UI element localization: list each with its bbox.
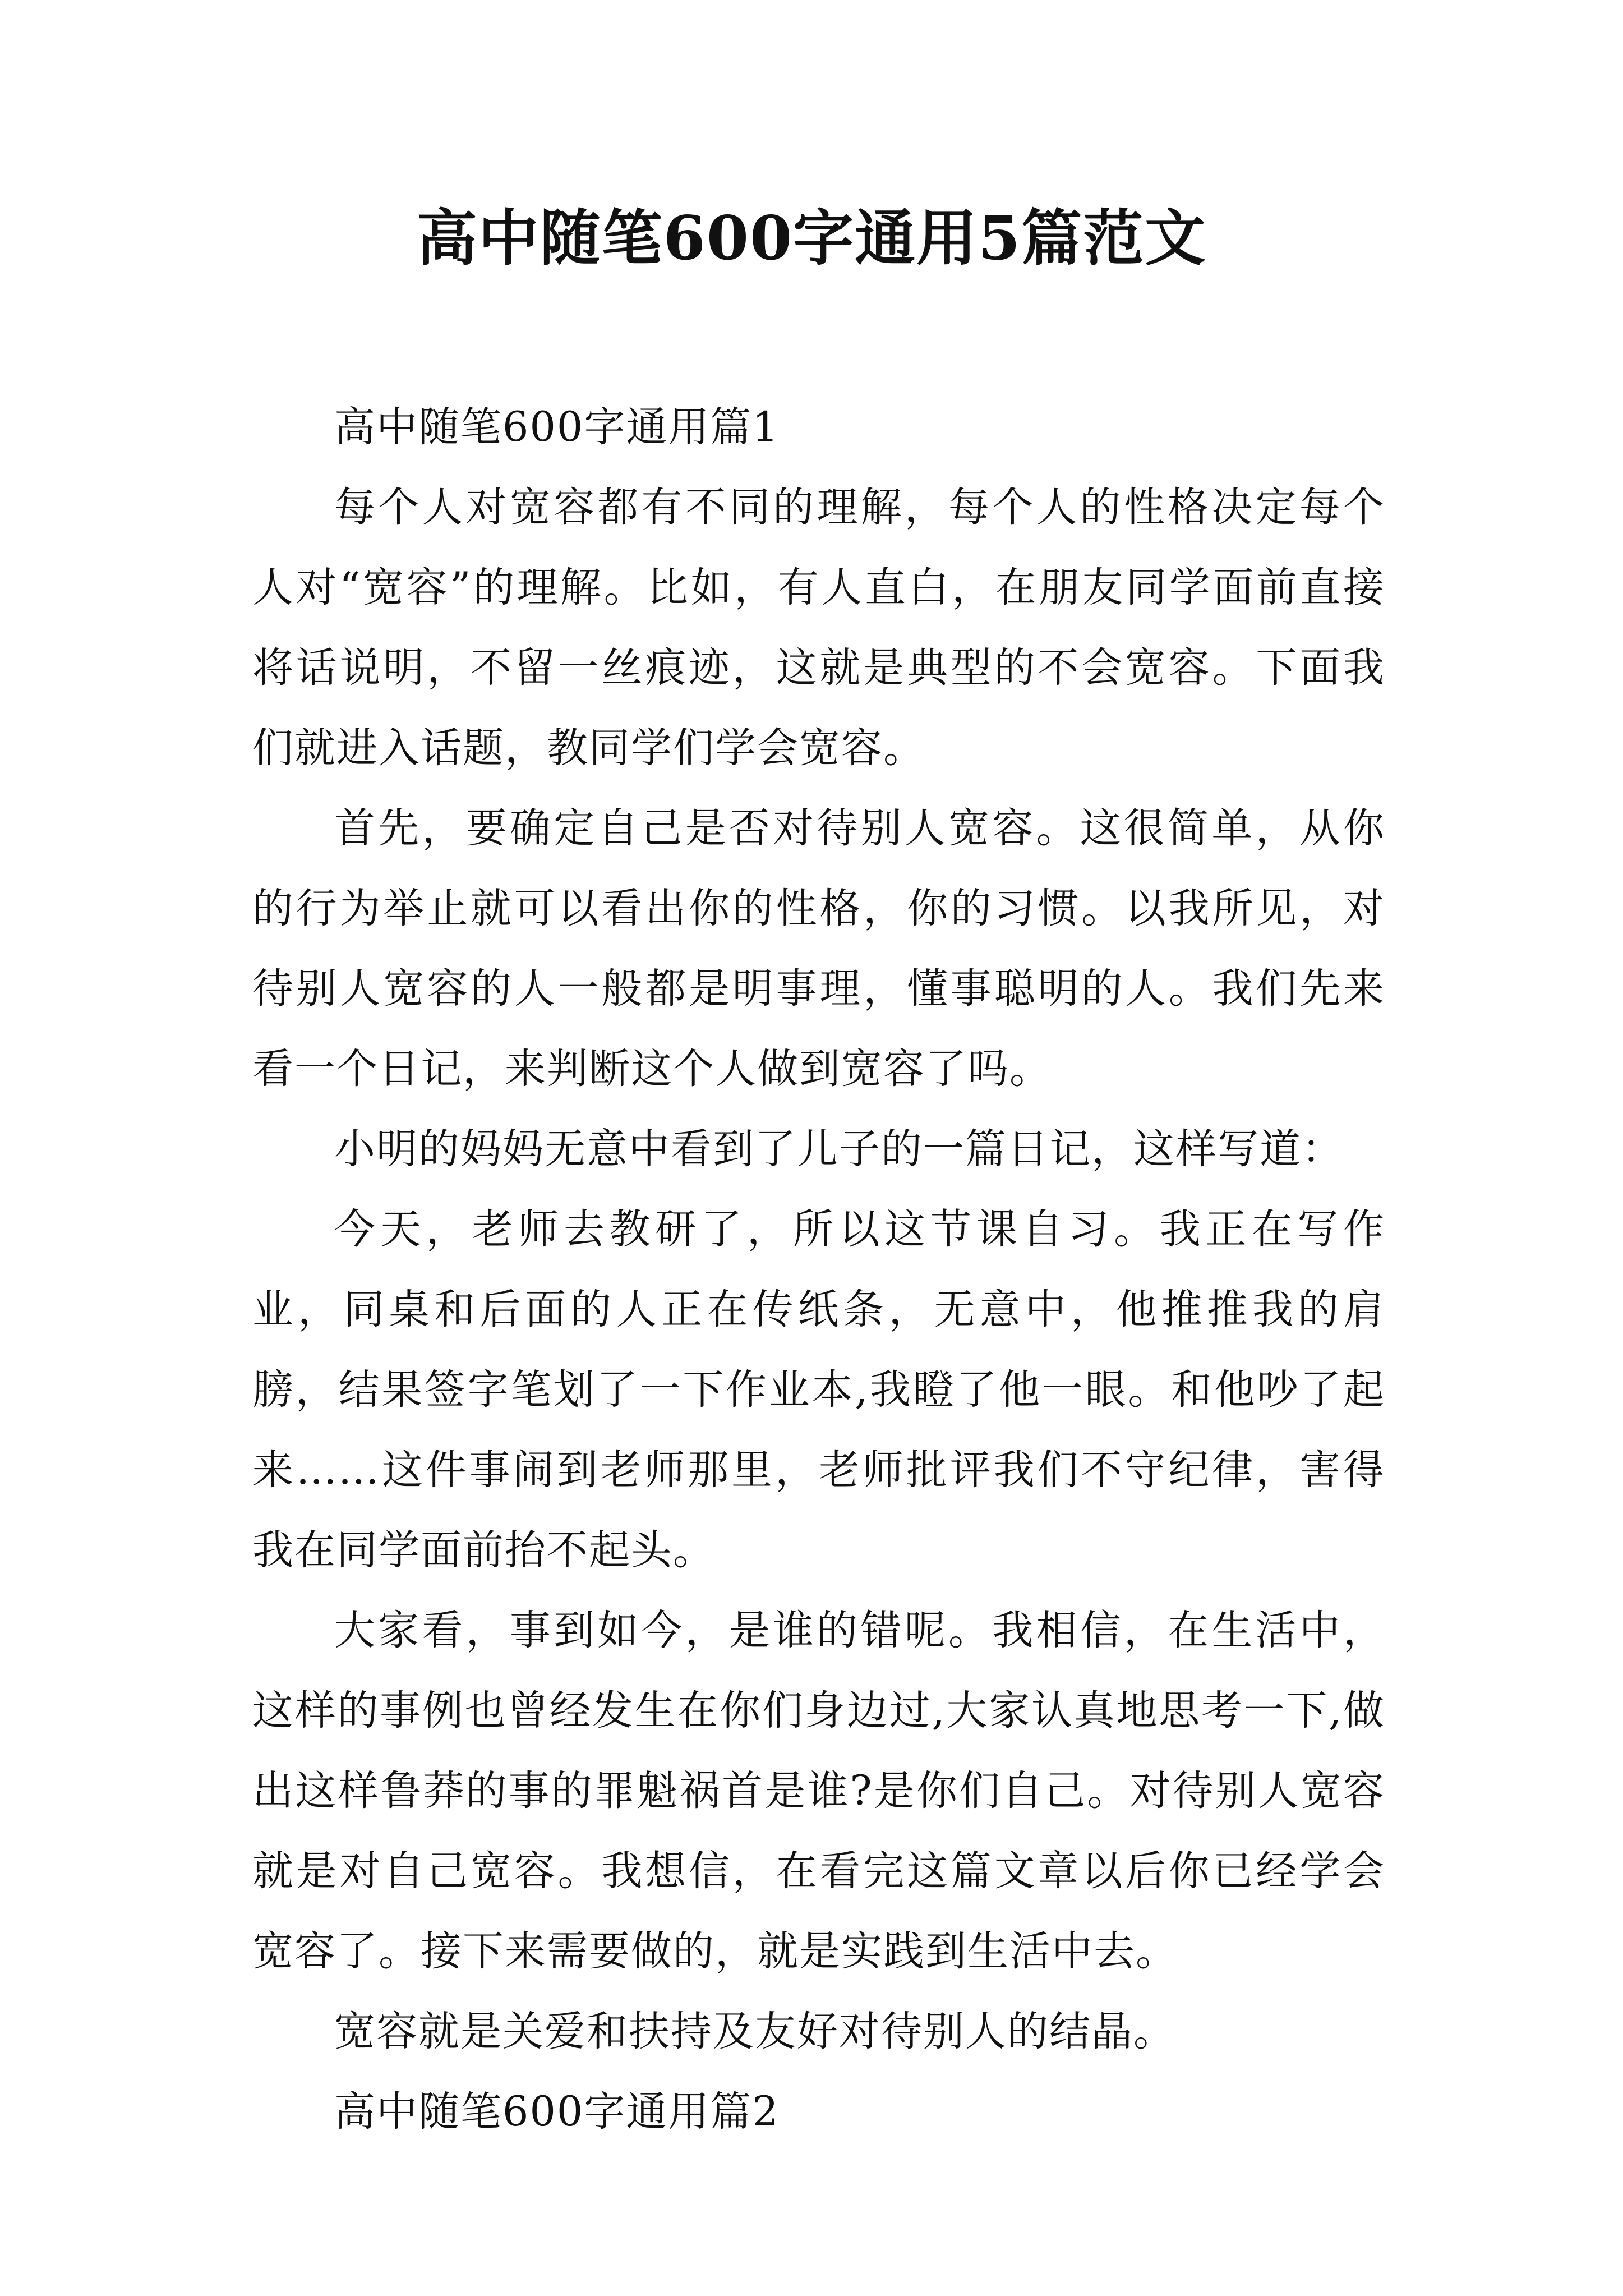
section-heading-1: 高中随笔600字通用篇1 — [334, 403, 780, 451]
paragraph-4: 今天，老师去教研了，所以这节课自习。我正在写作业，同桌和后面的人正在传纸条，无意中，他推推我的肩膀，结果签字笔划了一下作业本,我瞪了他一眼。和他吵了起来……这件事闹到老师那里，老师批评我们不守纪律，害得我在同学面前抬不起头。 — [252, 1205, 1385, 1574]
paragraph-2: 首先，要确定自己是否对待别人宽容。这很简单，从你的行为举止就可以看出你的性格，你的习惯。以我所见，对待别人宽容的人一般都是明事理，懂事聪明的人。我们先来看一个日记，来判断这个人做到宽容了吗。 — [252, 804, 1385, 1093]
section-heading-2: 高中随笔600字通用篇2 — [334, 2088, 780, 2136]
paragraph-5: 大家看，事到如今，是谁的错呢。我相信，在生活中，这样的事例也曾经发生在你们身边过,大家认真地思考一下,做出这样鲁莽的事的罪魁祸首是谁?是你们自己。对待别人宽容就是对自己宽容。我想信，在看完这篇文章以后你已经学会宽容了。接下来需要做的，就是实践到生活中去。 — [252, 1607, 1385, 1975]
document-title: 高中随笔600字通用5篇范文 — [416, 203, 1207, 274]
paragraph-1: 每个人对宽容都有不同的理解，每个人的性格决定每个人对“宽容”的理解。比如，有人直白，在朋友同学面前直接将话说明，不留一丝痕迹，这就是典型的不会宽容。下面我们就进入话题，教同学们学会宽容。 — [252, 484, 1385, 772]
paragraph-6: 宽容就是关爱和扶持及友好对待别人的结晶。 — [334, 2008, 1175, 2055]
paragraph-3: 小明的妈妈无意中看到了儿子的一篇日记，这样写道： — [334, 1125, 1344, 1173]
document-body — [252, 387, 1385, 2152]
